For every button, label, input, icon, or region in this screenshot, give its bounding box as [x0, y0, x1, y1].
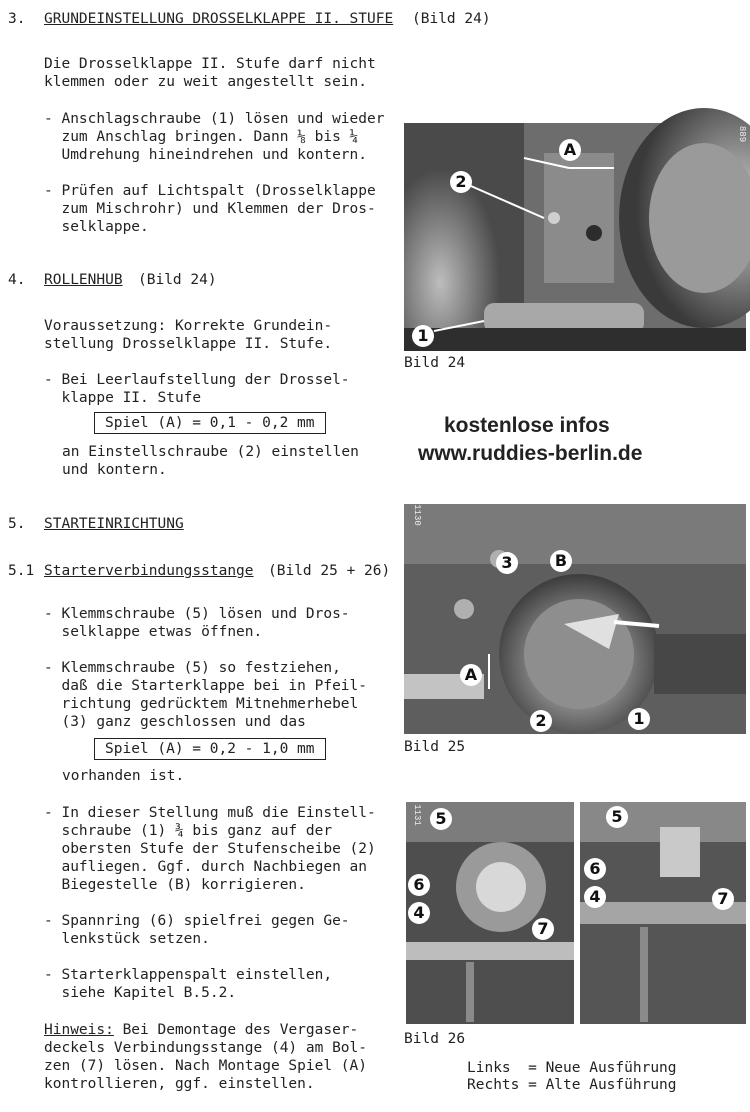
figure-caption: Bild 26: [404, 1031, 466, 1047]
photo-bild-26-right: [580, 802, 746, 1024]
figure-label: 3: [496, 552, 518, 574]
figure-label: 1: [628, 708, 650, 730]
section-title: STARTEINRICHTUNG: [44, 516, 184, 532]
section-number: 3.: [8, 11, 26, 27]
figure-label: 7: [532, 918, 554, 940]
figure-label: 5: [430, 808, 452, 830]
figure-reference: (Bild 24): [412, 11, 491, 27]
bullet-line: lenkstück setzen.: [44, 931, 210, 947]
negative-number: 889: [737, 125, 748, 143]
figure-reference: (Bild 24): [138, 272, 217, 288]
figure-label: 6: [408, 874, 430, 896]
old-version-photo-illustration: [580, 802, 746, 1024]
bullet-line: Biegestelle (B) korrigieren.: [44, 877, 306, 893]
paragraph-line: an Einstellschraube (2) einstellen: [62, 444, 359, 460]
negative-number: 1131: [411, 804, 422, 826]
hint-line: zen (7) lösen. Nach Montage Spiel (A): [44, 1058, 368, 1074]
hint-line: Bei Demontage des Vergaser-: [113, 1022, 359, 1038]
watermark-line: kostenlose infos: [444, 414, 610, 437]
bullet-line: Umdrehung hineindrehen und kontern.: [44, 147, 368, 163]
bullet-line: daß die Starterklappe bei in Pfeil-: [44, 678, 368, 694]
bullet-line: - Spannring (6) spielfrei gegen Ge-: [44, 913, 350, 929]
figure-label: 4: [584, 886, 606, 908]
bullet-line: selklappe etwas öffnen.: [44, 624, 263, 640]
figure-caption: Bild 25: [404, 739, 466, 755]
paragraph-line: und kontern.: [62, 462, 167, 478]
paragraph-line: Die Drosselklappe II. Stufe darf nicht: [44, 56, 376, 72]
hint-line: deckels Verbindungsstange (4) am Bol-: [44, 1040, 368, 1056]
figure-label: 5: [606, 806, 628, 828]
figure-label: 2: [530, 710, 552, 732]
figure-label: 2: [450, 171, 472, 193]
section-number: 5.1: [8, 563, 35, 579]
bullet-line: siehe Kapitel B.5.2.: [44, 985, 237, 1001]
figure-label: 6: [584, 858, 606, 880]
bullet-line: - Prüfen auf Lichtspalt (Drosselklappe: [44, 183, 376, 199]
paragraph-line: Voraussetzung: Korrekte Grundein-: [44, 318, 333, 334]
watermark-line: www.ruddies-berlin.de: [418, 442, 643, 465]
figure-label: A: [460, 664, 482, 686]
figure-label: 1: [412, 325, 434, 347]
photo-bild-25: [404, 504, 746, 734]
bullet-line: klappe II. Stufe: [44, 390, 202, 406]
paragraph-line: klemmen oder zu weit angestellt sein.: [44, 74, 368, 90]
bullet-line: - Klemmschraube (5) so festziehen,: [44, 660, 341, 676]
bullet-line: - Starterklappenspalt einstellen,: [44, 967, 333, 983]
bullet-line: obersten Stufe der Stufenscheibe (2): [44, 841, 376, 857]
figure-caption: Bild 24: [404, 355, 466, 371]
negative-number: 1130: [411, 504, 422, 526]
hint-line: kontrollieren, ggf. einstellen.: [44, 1076, 315, 1092]
figure-label: 7: [712, 888, 734, 910]
section-number: 4.: [8, 272, 26, 288]
bullet-line: richtung gedrücktem Mitnehmerhebel: [44, 696, 359, 712]
figure-label: B: [550, 550, 572, 572]
legend-line: Rechts = Alte Ausführung: [467, 1077, 677, 1093]
photo-bild-24: [404, 123, 746, 351]
bullet-line: - In dieser Stellung muß die Einstell-: [44, 805, 376, 821]
bullet-line: zum Mischrohr) und Klemmen der Dros-: [44, 201, 376, 217]
section-title: GRUNDEINSTELLUNG DROSSELKLAPPE II. STUFE: [44, 11, 394, 27]
bullet-line: - Anschlagschraube (1) lösen und wieder: [44, 111, 385, 127]
new-version-photo-illustration: [406, 802, 574, 1024]
legend-line: Links = Neue Ausführung: [467, 1060, 677, 1076]
paragraph-line: stellung Drosselklappe II. Stufe.: [44, 336, 333, 352]
bullet-line: (3) ganz geschlossen und das: [44, 714, 306, 730]
paragraph-line: vorhanden ist.: [62, 768, 185, 784]
bullet-line: - Klemmschraube (5) lösen und Dros-: [44, 606, 350, 622]
figure-label: 4: [408, 902, 430, 924]
starter-photo-illustration: [404, 504, 746, 734]
hint-note: [44, 1021, 358, 1039]
figure-reference: (Bild 25 + 26): [268, 563, 391, 579]
hint-label: Hinweis:: [44, 1022, 114, 1038]
bullet-line: aufliegen. Ggf. durch Nachbiegen an: [44, 859, 368, 875]
section-number: 5.: [8, 516, 26, 532]
photo-bild-26-left: [406, 802, 574, 1024]
figure-label: A: [559, 139, 581, 161]
spec-box: Spiel (A) = 0,1 - 0,2 mm: [94, 412, 326, 434]
bullet-line: schraube (1) ¾ bis ganz auf der: [44, 823, 333, 839]
section-title: Starterverbindungsstange: [44, 563, 254, 579]
section-title: ROLLENHUB: [44, 272, 123, 288]
spec-box: Spiel (A) = 0,2 - 1,0 mm: [94, 738, 326, 760]
bullet-line: zum Anschlag bringen. Dann ⅛ bis ¼: [44, 129, 359, 145]
bullet-line: - Bei Leerlaufstellung der Drossel-: [44, 372, 350, 388]
bullet-line: selklappe.: [44, 219, 149, 235]
